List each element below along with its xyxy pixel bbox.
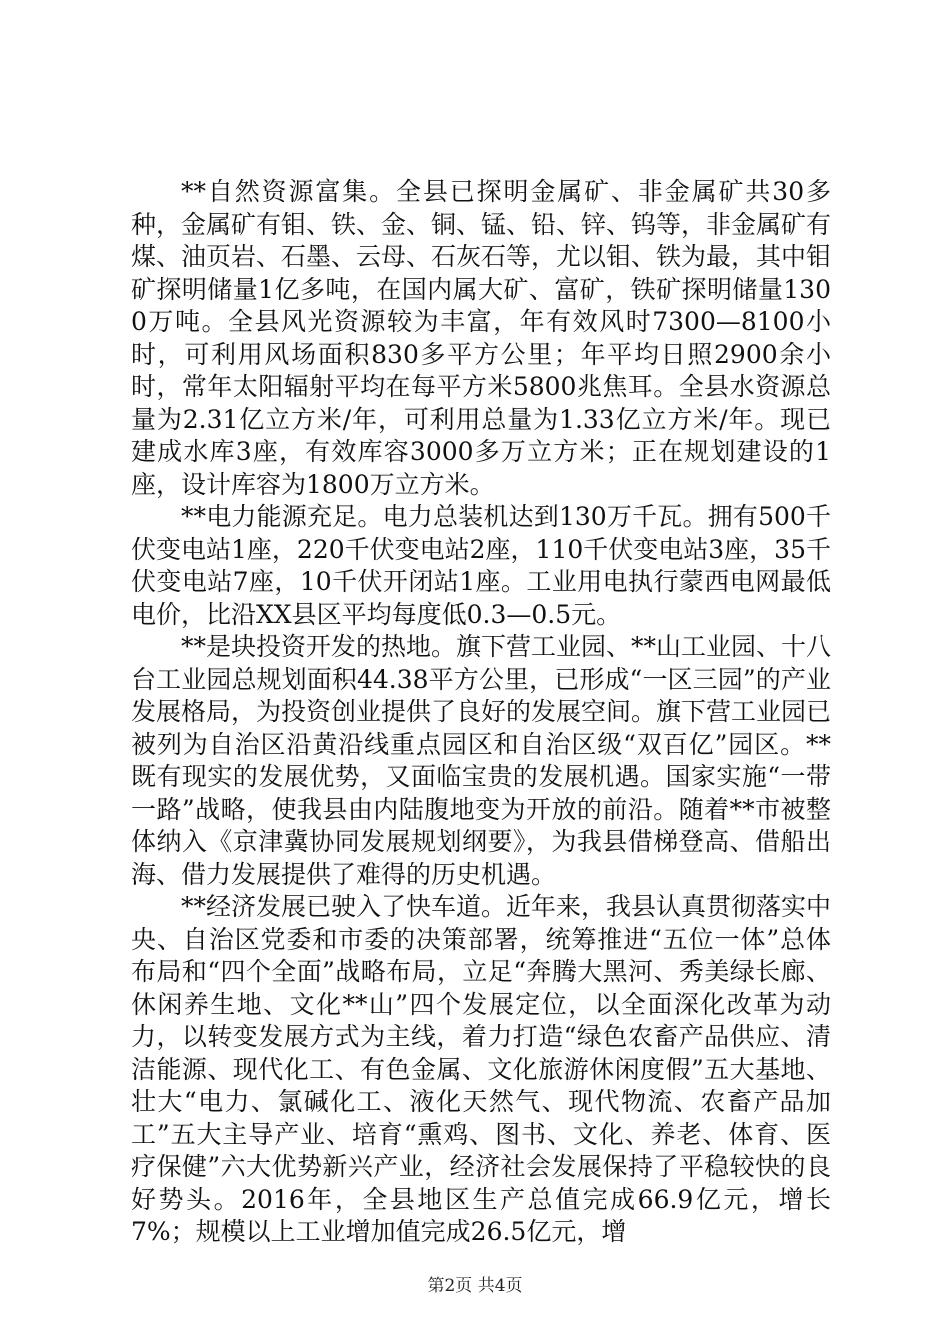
page-number-footer: 第2页 共4页 <box>427 1276 523 1296</box>
document-body <box>131 176 831 1249</box>
paragraph-investment: **是块投资开发的热地。旗下营工业园、**山工业园、十八台工业园总规划面积44.38平方公里，已形成“一区三园”的产业发展格局，为投资创业提供了良好的发展空间。旗下营工业园已被列为自治区沿黄沿线重点园区和自治区级“双百亿”园区。**既有现实的发展优势，又面临宝贵的发展机遇。国家实施“一带一路”战略，使我县由内陆腹地变为开放的前沿。随着**市被整体纳入《京津冀协同发展规划纲要》，为我县借梯登高、借船出海、借力发展提供了难得的历史机遇。 <box>131 632 832 889</box>
paragraph-economic-development: **经济发展已驶入了快车道。近年来，我县认真贯彻落实中央、自治区党委和市委的决策部署，统筹推进“五位一体”总体布局和“四个全面”战略布局，立足“奔腾大黑河、秀美绿长廊、休闲养生地、文化**山”四个发展定位，以全面深化改革为动力，以转变发展方式为主线，着力打造“绿色农畜产品供应、清洁能源、现代化工、有色金属、文化旅游休闲度假”五大基地、壮大“电力、氯碱化工、液化天然气、现代物流、农畜产品加工”五大主导产业、培育“熏鸡、图书、文化、养老、体育、医疗保健”六大优势新兴产业，经济社会发展保持了平稳较快的良好势头。2016年，全县地区生产总值完成66.9亿元，增长7%；规模以上工业增加值完成26.5亿元，增 <box>131 892 832 1246</box>
paragraph-power-energy: **电力能源充足。电力总装机达到130万千瓦。拥有500千伏变电站1座，220千伏变电站2座，110千伏变电站3座，35千伏变电站7座，10千伏开闭站1座。工业用电执行蒙西电网最低电价，比沿XX县区平均每度低0.3—0.5元。 <box>131 502 831 629</box>
paragraph-natural-resources: **自然资源富集。全县已探明金属矿、非金属矿共30多种，金属矿有钼、铁、金、铜、锰、铅、锌、钨等，非金属矿有煤、油页岩、石墨、云母、石灰石等，尤以钼、铁为最，其中钼矿探明储量1亿多吨，在国内属大矿、富矿，铁矿探明储量1300万吨。全县风光资源较为丰富，年有效风时7300—8100小时，可利用风场面积830多平方公里；年平均日照2900余小时，常年太阳辐射平均在每平方米5800兆焦耳。全县水资源总量为2.31亿立方米/年，可利用总量为1.33亿立方米/年。现已建成水库3座，有效库容3000多万立方米；正在规划建设的1座，设计库容为1800万立方米。 <box>131 177 832 499</box>
